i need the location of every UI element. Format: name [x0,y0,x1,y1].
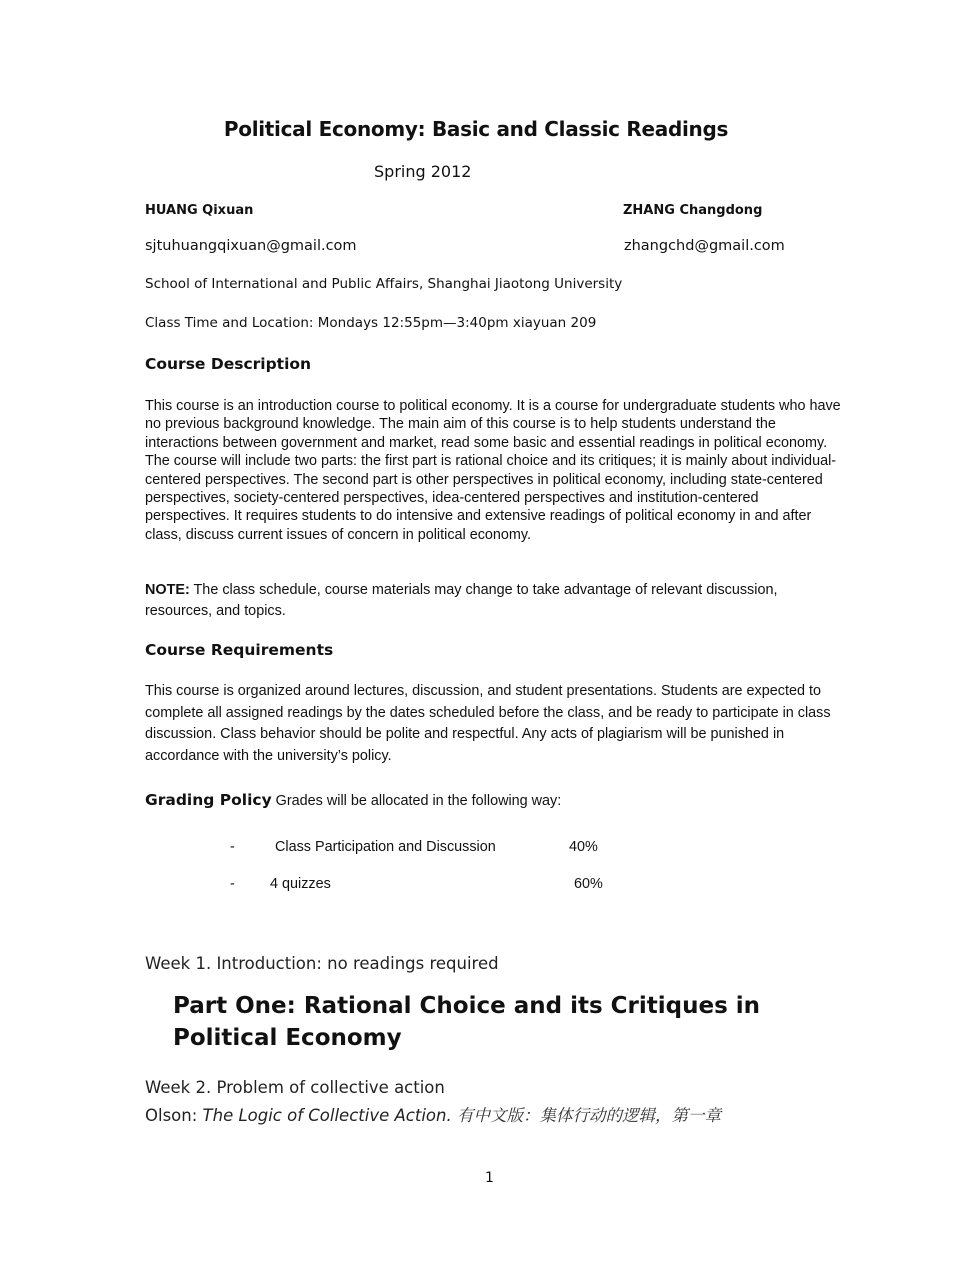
reading-chinese-note: 有中文版：集体行动的逻辑，第一章 [451,1106,721,1125]
course-description-text: This course is an introduction course to political economy. It is a course for undergraduate students who have no previous background knowledge. The main aim of this course is to help students understand the interactions between government and market, read some basic and essential readings in political economy. The course will include two parts: the first part is rational choice and its critiques; it is mainly about individual-centered perspectives. The second part is other perspectives in political economy, including state-centered perspectives, society-centered perspectives, idea-centered perspectives and institution-centered perspectives. It requires students to do intensive and extensive readings of political economy in and after class, discuss current issues of concern in political economy. [145,398,841,543]
term: Spring 2012 [374,162,472,181]
week-1: Week 1. Introduction: no readings required [145,954,499,973]
grade-item-weight: 40% [569,839,598,855]
week-2: Week 2. Problem of collective action [145,1078,445,1097]
document-title: Political Economy: Basic and Classic Readings [223,117,729,141]
page-number: 1 [485,1170,494,1186]
grade-item-label: 4 quizzes [270,876,331,892]
grading-heading: Grading Policy [145,791,272,809]
grading-policy [145,791,561,810]
reading-author: Olson: [145,1106,203,1125]
course-requirements-heading: Course Requirements [145,641,334,659]
course-requirements-text: This course is organized around lectures, discussion, and student presentations. Students are expected to complete all assigned readings by the dates scheduled before the class, and be ready to participate in class discussion. Class behavior should be polite and respectful. Any acts of plagiarism will be punished in accordance with the university’s policy. [145,683,831,764]
note-paragraph [145,580,845,622]
instructor-name-2: ZHANG Changdong [623,203,763,218]
grading-text: Grades will be allocated in the following way: [271,793,562,809]
week-2-reading [145,1102,721,1126]
instructor-name-1: HUANG Qixuan [145,203,254,218]
grade-item-label: Class Participation and Discussion [275,839,496,855]
note-label: NOTE: [145,582,190,598]
class-time-location: Class Time and Location: Mondays 12:55pm—3:40pm xiayuan 209 [145,315,597,331]
school: School of International and Public Affairs, Shanghai Jiaotong University [145,276,623,292]
reading-book-title: The Logic of Collective Action. [202,1106,452,1125]
grade-item-weight: 60% [574,876,603,892]
instructor-email-2[interactable]: zhangchd@gmail.com [624,238,785,254]
note-text: The class schedule, course materials may change to take advantage of relevant discussion, resources, and topics. [145,582,778,619]
grade-item-bullet: - [230,839,235,855]
instructor-email-1[interactable]: sjtuhuangqixuan@gmail.com [145,238,357,254]
course-description-heading: Course Description [145,355,312,373]
grade-item-bullet: - [230,876,235,892]
part-one-heading: Part One: Rational Choice and its Critiques in Political Economy [173,993,761,1051]
